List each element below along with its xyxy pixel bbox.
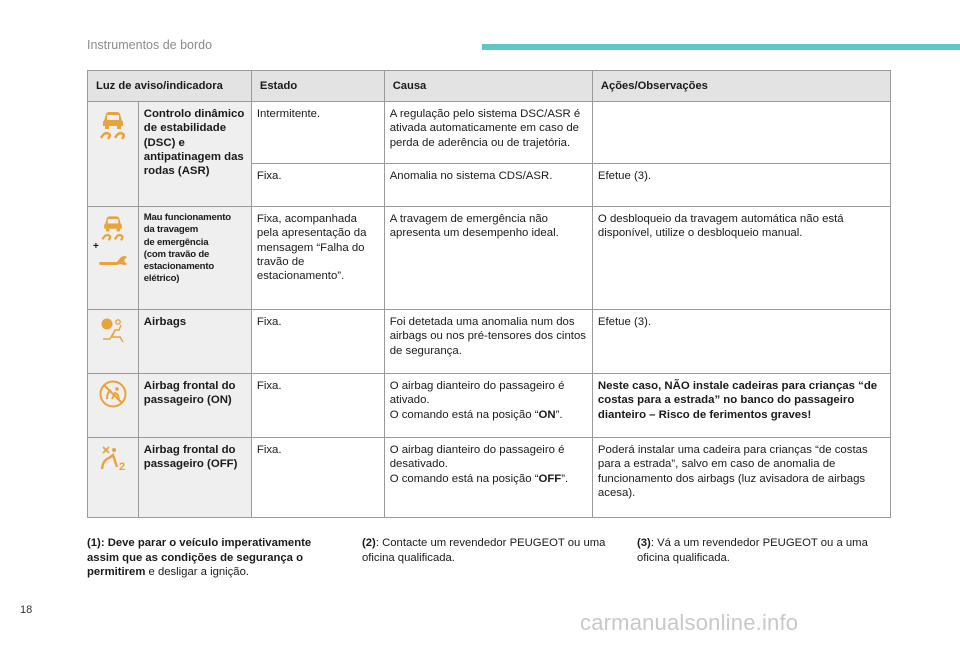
column-header-state: Estado: [251, 71, 384, 102]
passenger-airbag-off-icon: [93, 443, 133, 473]
section-title: Instrumentos de bordo: [87, 38, 213, 52]
airbag-off-cause: O airbag dianteiro do passageiro é desativado. O comando está na posição “OFF”.: [384, 438, 592, 518]
airbag-on-icon-cell: [88, 374, 139, 438]
dsc-icon-cell: [88, 102, 139, 207]
dsc-state-2: Fixa.: [251, 164, 384, 207]
airbag-off-state: Fixa.: [251, 438, 384, 518]
airbag-off-action: Poderá instalar uma cadeira para crianças “de costas para a estrada”, salvo em caso de anomalia de funcionamento dos airbags (luz avisadora de airbags acesa).: [592, 438, 890, 518]
airbags-action: Efetue (3).: [592, 310, 890, 374]
svg-text:2: 2: [118, 461, 125, 473]
dsc-name: Controlo dinâmico de estabilidade (DSC) e antipatinagem das rodas (ASR): [138, 102, 251, 207]
airbag-off-icon-cell: [88, 438, 139, 518]
column-header-light: Luz de aviso/indicadora: [88, 71, 252, 102]
dsc-cause-2: Anomalia no sistema CDS/ASR.: [384, 164, 592, 207]
header-accent-bar: [482, 44, 960, 50]
brake-name: Mau funcionamento da travagem de emergência (com travão de estacionamento elétrico): [138, 207, 251, 310]
table-row: [88, 438, 891, 518]
footnote-3: (3): Vá a um revendedor PEUGEOT ou a uma oficina qualificada.: [637, 537, 868, 564]
dsc-state-1: Intermitente.: [251, 102, 384, 164]
airbags-cause: Foi detetada uma anomalia num dos airbags ou nos pré-tensores dos cintos de segurança.: [384, 310, 592, 374]
airbags-state: Fixa.: [251, 310, 384, 374]
airbag-on-name: Airbag frontal do passageiro (ON): [138, 374, 251, 438]
column-header-cause: Causa: [384, 71, 592, 102]
wrench-icon: [93, 252, 133, 268]
warning-lights-table: [87, 70, 891, 518]
airbag-on-state: Fixa.: [251, 374, 384, 438]
airbag-off-name: Airbag frontal do passageiro (OFF): [138, 438, 251, 518]
footnote-2: (2): Contacte um revendedor PEUGEOT ou uma oficina qualificada.: [362, 537, 606, 564]
table-row: [88, 374, 891, 438]
airbag-icon: [93, 315, 133, 345]
airbags-icon-cell: [88, 310, 139, 374]
page-number: 18: [20, 604, 33, 616]
passenger-airbag-on-icon: [93, 379, 133, 409]
brake-icon-cell: [88, 207, 139, 310]
brake-cause: A travagem de emergência não apresenta um desempenho ideal.: [384, 207, 592, 310]
airbag-on-action: Neste caso, NÃO instale cadeiras para crianças “de costas para a estrada” no banco do passageiro dianteiro – Risco de ferimentos graves!: [592, 374, 890, 438]
dsc-action-1: [592, 102, 890, 164]
skidding-car-icon: [93, 212, 133, 242]
table-row: [88, 310, 891, 374]
airbag-on-cause: O airbag dianteiro do passageiro é ativado. O comando está na posição “ON”.: [384, 374, 592, 438]
watermark: carmanualsonline.info: [580, 610, 799, 635]
table-header-row: [88, 71, 891, 102]
brake-action: O desbloqueio da travagem automática não está disponível, utilize o desbloqueio manual.: [592, 207, 890, 310]
column-header-actions: Ações/Observações: [592, 71, 890, 102]
table-row: [88, 102, 891, 164]
plus-sign: +: [93, 241, 99, 252]
table-row: [88, 207, 891, 310]
airbags-name: Airbags: [138, 310, 251, 374]
skidding-car-icon: [93, 107, 133, 141]
footnote-1: (1): Deve parar o veículo imperativamente assim que as condições de segurança o permitirem e desligar a ignição.: [87, 537, 312, 579]
dsc-cause-1: A regulação pelo sistema DSC/ASR é ativada automaticamente em caso de perda de aderência ou de trajetória.: [384, 102, 592, 164]
dsc-action-2: Efetue (3).: [592, 164, 890, 207]
brake-state: Fixa, acompanhada pela apresentação da mensagem “Falha do travão de estacionamento”.: [251, 207, 384, 310]
